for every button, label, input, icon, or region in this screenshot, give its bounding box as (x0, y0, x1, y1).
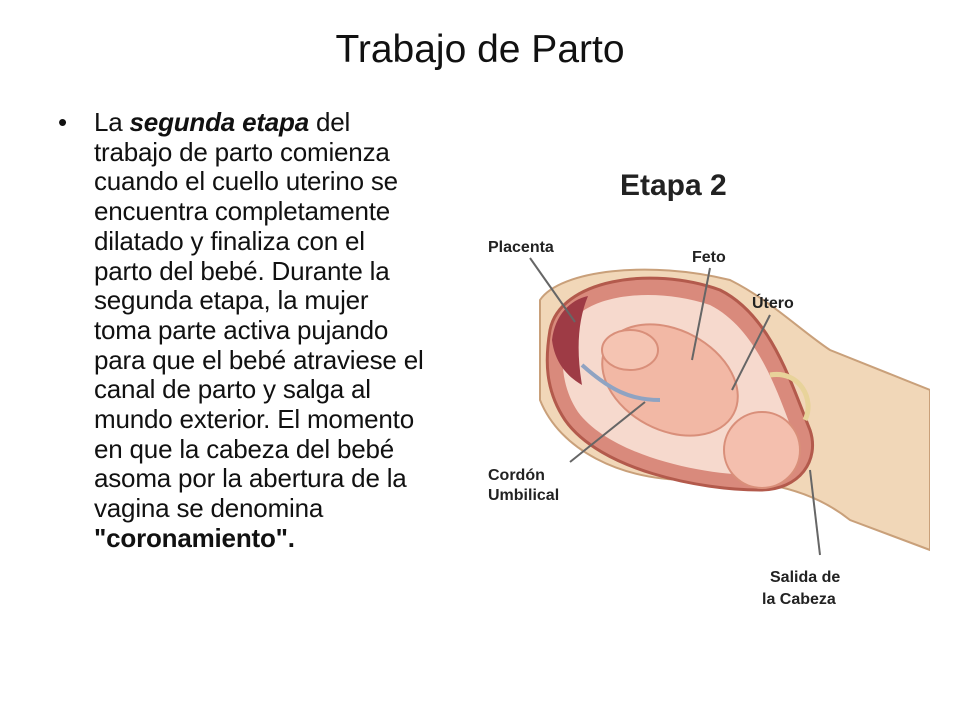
birth-stage-illustration (470, 150, 930, 620)
cordon-label-line2: Umbilical (488, 487, 560, 504)
bullet-marker: • (58, 107, 68, 137)
bullet-item (58, 108, 438, 554)
slide-title: Trabajo de Parto (335, 28, 625, 71)
cordon-label-line1: Cordón (488, 467, 545, 484)
bullet-text-start: La (94, 107, 130, 137)
illustration-svg (470, 150, 930, 620)
bullet-emphasis: segunda etapa (129, 107, 309, 137)
placenta-label: Placenta (488, 239, 554, 256)
bullet-list (58, 108, 438, 554)
figure-heading: Etapa 2 (620, 169, 727, 202)
bullet-strong-term: "coronamiento" (94, 522, 288, 553)
bullet-text-middle: del trabajo de parto comienza cuando el cuello uterino se encuentra completamente dilatado y finaliza con el parto del bebé. Durante la segunda etapa, la mujer toma parte activa pujando para que el bebé atraviese el canal de parto y salga al mundo exterior. El momento en que la cabeza del bebé asoma por la abertura de la vagina se denomina (94, 107, 424, 524)
bullet-text-end: . (287, 522, 295, 553)
bullet-paragraph (94, 108, 430, 554)
salida-label-line1: Salida de (770, 569, 841, 586)
fetus-head (724, 412, 800, 488)
fetus-legs (602, 330, 658, 370)
utero-label: Útero (752, 295, 794, 312)
salida-label-line2: la Cabeza (762, 591, 836, 608)
feto-label: Feto (692, 249, 726, 266)
